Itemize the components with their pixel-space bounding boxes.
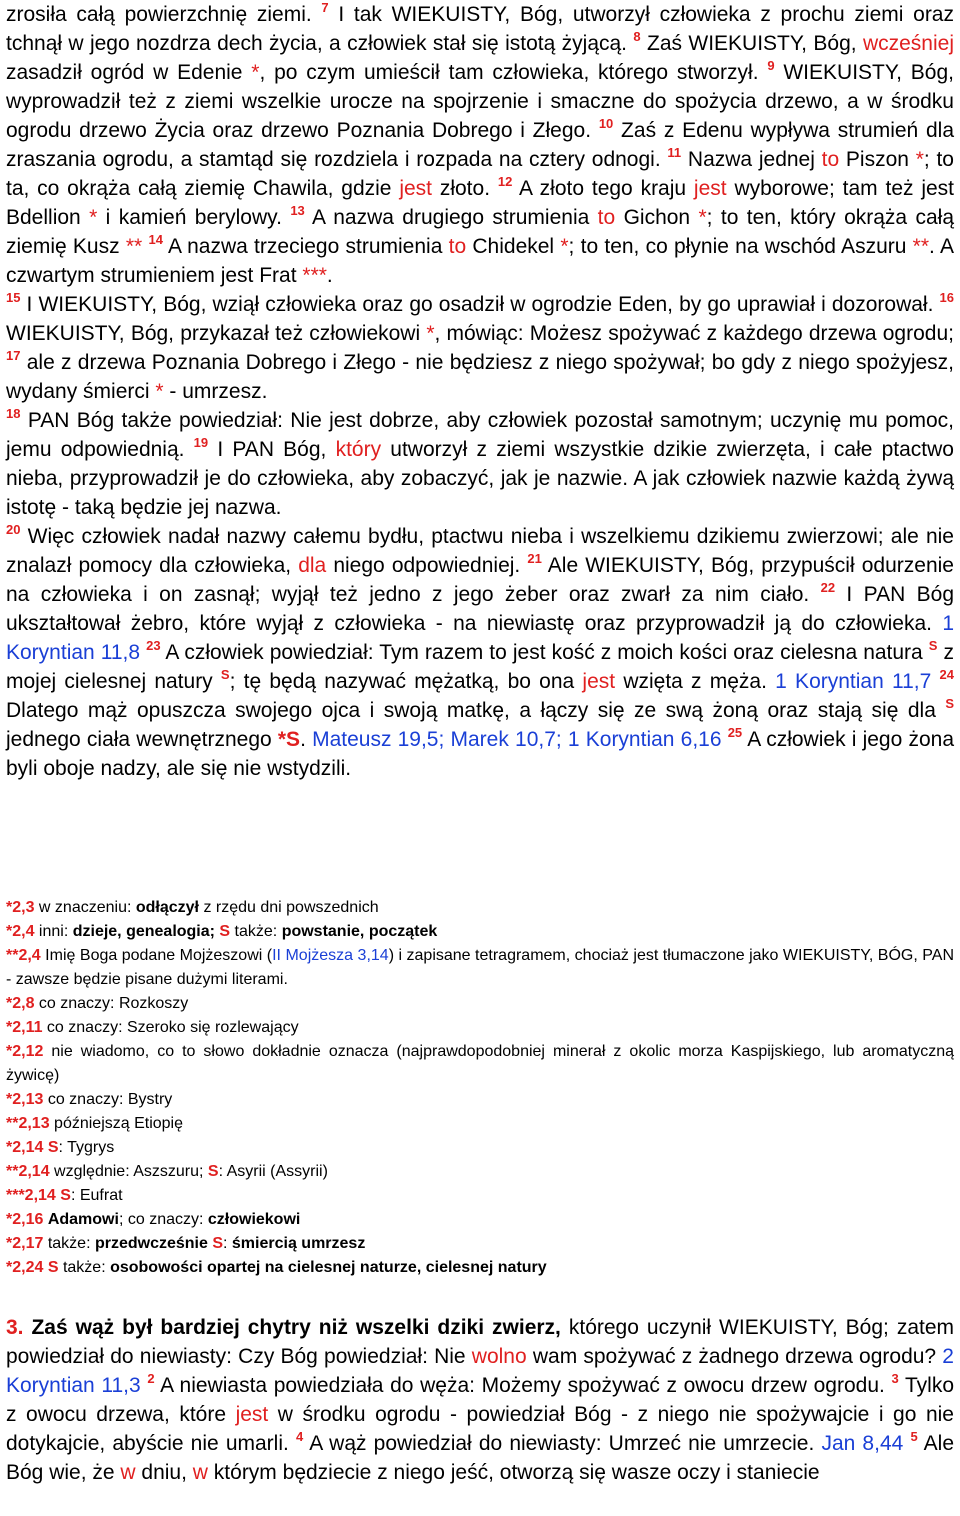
added-word: wcześniej xyxy=(862,32,954,55)
footnote xyxy=(6,944,954,992)
verse-text: w środku ogrodu - powiedział Bóg - z niego nie spożywajcie i go nie dotykajcie, abyście nie umarli. xyxy=(6,1403,954,1455)
footnote-ref: *2,14 xyxy=(6,1139,44,1156)
footnote-text: także: xyxy=(58,1259,111,1276)
footnote-ref: *2,24 xyxy=(6,1259,44,1276)
verse-text xyxy=(931,670,939,693)
verse-text: I tak WIEKUISTY, Bóg, utworzył człowieka z prochu ziemi oraz tchnął w jego nozdrza dech życia, a człowiek stał się istotą żyjącą. xyxy=(6,3,954,55)
footnote xyxy=(6,1160,954,1184)
verse-number: 11 xyxy=(667,145,682,160)
footnote xyxy=(6,1256,954,1280)
verse-text: zasadził ogród w Edenie xyxy=(6,61,252,84)
verse-text: Gichon xyxy=(615,206,699,229)
chapter-3-text xyxy=(6,1313,954,1487)
verse-number: 10 xyxy=(598,116,614,131)
footnote-marker[interactable]: ** xyxy=(912,235,930,258)
footnote-s-marker: S xyxy=(55,1187,71,1204)
footnote-ref: *2,17 xyxy=(6,1235,44,1252)
paragraph xyxy=(6,1313,954,1487)
verse-number: 24 xyxy=(939,667,954,682)
added-word: jest xyxy=(235,1403,269,1426)
footnote-text: także: xyxy=(230,923,282,940)
footnote-ref: **2,4 xyxy=(6,947,41,964)
verse-text: ale z drzewa Poznania Dobrego i Złego - nie będziesz z niego spożywał; bo gdy z niego spożyjesz, wydany śmierci xyxy=(6,351,954,403)
verse-text: . A czwartym strumieniem jest Frat xyxy=(6,235,954,287)
paragraph xyxy=(6,406,954,522)
footnote-marker[interactable]: * xyxy=(698,206,707,229)
footnote-text: : Eufrat xyxy=(70,1187,123,1204)
footnote-text: także: xyxy=(43,1235,95,1252)
verse-number: 25 xyxy=(727,725,743,740)
footnote-marker[interactable]: * xyxy=(560,235,569,258)
footnote-ref: *2,11 xyxy=(6,1019,43,1036)
footnote-text: : Tygrys xyxy=(58,1139,115,1156)
verse-text: A złoto tego kraju xyxy=(512,177,694,200)
footnote-s-marker: S xyxy=(214,923,231,940)
footnote-ref: *2,4 xyxy=(6,923,35,940)
footnote-marker[interactable]: S xyxy=(945,696,954,711)
footnote-marker[interactable]: *S xyxy=(277,728,301,751)
footnote-ref: **2,13 xyxy=(6,1115,50,1132)
added-word: to xyxy=(821,148,840,171)
verse-number: 8 xyxy=(633,29,641,44)
verse-text: Chidekel xyxy=(466,235,561,258)
verse-number: 20 xyxy=(6,522,21,537)
verse-number: 15 xyxy=(6,290,21,305)
footnote xyxy=(6,1232,954,1256)
verse-text: wzięta z męża. xyxy=(615,670,776,693)
footnote-ref: *2,12 xyxy=(6,1043,44,1060)
document-page xyxy=(6,0,954,1516)
added-word: w xyxy=(120,1461,136,1484)
verse-number: 18 xyxy=(6,406,21,421)
verse-number: 12 xyxy=(497,174,513,189)
verse-text: I PAN Bóg, xyxy=(208,438,336,461)
footnote-text: ) i zapisane tetragramem, chociaż jest tłumaczone jako WIEKUISTY, BÓG, PAN - zawsze będzie pisane dużymi literami. xyxy=(6,947,954,988)
footnote-ref: ***2,14 xyxy=(6,1187,56,1204)
verse-text: . xyxy=(326,264,333,287)
added-word: to xyxy=(448,235,467,258)
footnote xyxy=(6,1136,954,1160)
verse-text: Zaś z Edenu wypływa strumień dla zraszania ogrodu, a stamtąd się rozdziela i rozpada na cztery odnogi. xyxy=(6,119,954,171)
verse-text: A człowiek i jego żona byli oboje nadzy, ale się nie wstydzili. xyxy=(6,728,954,780)
verse-text: niego odpowiedniej. xyxy=(326,554,528,577)
paragraph xyxy=(6,0,954,290)
verse-text: A nazwa trzeciego strumienia xyxy=(162,235,449,258)
footnote-marker[interactable]: *** xyxy=(302,264,327,287)
footnote xyxy=(6,920,954,944)
verse-text: Więc człowiek nadał nazwy całemu bydłu, ptactwu nieba i wszelkiemu dzikiemu zwierzowi; ale nie znalazł pomocy dla człowieka, xyxy=(6,525,954,577)
verse-number: 22 xyxy=(820,580,836,595)
footnotes xyxy=(6,896,954,1280)
footnote xyxy=(6,1016,954,1040)
verse-text: Ale Bóg wie, że xyxy=(6,1432,955,1484)
paragraph xyxy=(6,522,954,783)
footnote-marker[interactable]: * xyxy=(155,380,164,403)
footnote-term: powstanie, początek xyxy=(281,923,438,940)
footnote-text: : xyxy=(223,1235,232,1252)
verse-text: ; to ten, co płynie na wschód Aszuru xyxy=(568,235,913,258)
cross-reference-link[interactable]: 1 Koryntian 11,8 xyxy=(6,612,954,664)
verse-number: 4 xyxy=(295,1429,304,1444)
footnote-text: co znaczy: Rozkoszy xyxy=(34,995,189,1012)
footnote-text: co znaczy: Bystry xyxy=(43,1091,173,1108)
footnote xyxy=(6,896,954,920)
cross-reference-link[interactable]: Mateusz 19,5; Marek 10,7; 1 Koryntian 6,16 xyxy=(312,728,722,751)
verse-text: Nazwa jednej xyxy=(681,148,822,171)
cross-reference-link[interactable]: 2 Koryntian 11,3 xyxy=(6,1345,954,1397)
verse-number: 5 xyxy=(910,1429,918,1444)
footnote-text: ; co znaczy: xyxy=(118,1211,208,1228)
verse-text: Ale WIEKUISTY, Bóg, przypuścił odurzenie na człowieka i on zasnął; wyjął też jedno z jego żeber oraz zwarł za nim ciało. xyxy=(6,554,954,606)
footnote-text: w znaczeniu: xyxy=(34,899,136,916)
verse-text: złoto. xyxy=(432,177,498,200)
footnote-s-marker: S xyxy=(207,1163,219,1180)
verse-number: 17 xyxy=(6,348,21,363)
verse-text: , po czym umieścił tam człowieka, którego stworzył. xyxy=(259,61,768,84)
verse-number: 9 xyxy=(767,58,775,73)
verse-text: I PAN Bóg ukształtował żebro, które wyjął z człowieka - na niewiastę oraz przyprowadził ją do człowieka. xyxy=(6,583,954,635)
footnote-marker[interactable]: * xyxy=(89,206,98,229)
footnote-text: : Asyrii (Assyrii) xyxy=(218,1163,328,1180)
footnote-ref: *2,16 xyxy=(6,1211,44,1228)
footnote-text: późniejszą Etiopię xyxy=(49,1115,184,1132)
verse-text: ; to ten, który okrąża całą ziemię Kusz xyxy=(6,206,954,258)
verse-number: 13 xyxy=(290,203,305,218)
added-word: jest xyxy=(582,670,616,693)
footnote-ref: *2,13 xyxy=(6,1091,44,1108)
footnote xyxy=(6,1088,954,1112)
footnote-s-marker: S xyxy=(207,1235,224,1252)
footnote-text: z rzędu dni powszednich xyxy=(199,899,379,916)
verse-text: Tylko z owocu drzewa, które xyxy=(6,1374,955,1426)
verse-number: 3 xyxy=(891,1371,899,1386)
footnote-text: Imię Boga podane Mojżeszowi ( xyxy=(40,947,273,964)
verse-text: utworzył z ziemi wszystkie dzikie zwierzęta, i całe ptactwo nieba, przyprowadził je do człowieka, aby zobaczyć, jak je nazwie. A jak człowiek nazwie każdą żywą istotę - taką będzie jej nazwa. xyxy=(6,438,954,519)
footnote-term: Adamowi xyxy=(47,1211,119,1228)
verse-text: ; to ta, co okrąża całą ziemię Chawila, gdzie xyxy=(6,148,954,200)
cross-reference-link[interactable]: II Mojżesza 3,14 xyxy=(272,947,389,964)
footnote-term: odłączył xyxy=(135,899,199,916)
footnote-text: inni: xyxy=(34,923,73,940)
verse-number: 16 xyxy=(939,290,954,305)
verse-number: 21 xyxy=(527,551,542,566)
chapter-2-text xyxy=(6,0,954,783)
verse-text: WIEKUISTY, Bóg, wyprowadził też z ziemi wszelkie urocze na spojrzenie i smaczne do spożycia drzewo, a w środku ogrodu drzewo Życia oraz drzewo Poznania Dobrego i Złego. xyxy=(6,61,954,142)
verse-text: wyborowe; tam też jest Bdellion xyxy=(6,177,955,229)
verse-text: I WIEKUISTY, Bóg, wziął człowieka oraz go osadził w ogrodzie Eden, by go uprawiał i dozorował. xyxy=(20,293,940,316)
verse-text: którym będziecie z niego jeść, otworzą się wasze oczy i staniecie xyxy=(207,1461,820,1484)
footnote-text: względnie: Aszszuru; xyxy=(49,1163,208,1180)
added-word: jest xyxy=(693,177,727,200)
verse-text: A niewiasta powiedziała do węża: Możemy spożywać z owocu drzew ogrodu. xyxy=(154,1374,892,1397)
verse-text: wam spożywać z żadnego drzewa ogrodu? xyxy=(526,1345,943,1368)
cross-reference-link[interactable]: Jan 8,44 xyxy=(821,1432,904,1455)
footnote-ref: **2,14 xyxy=(6,1163,50,1180)
verse-text: z mojej cielesnej natury xyxy=(6,641,954,693)
footnote xyxy=(6,1112,954,1136)
verse-number: 14 xyxy=(148,232,163,247)
verse-text: którego uczynił WIEKUISTY, Bóg; zatem powiedział do niewiasty: Czy Bóg powiedział: Nie xyxy=(6,1316,955,1368)
verse-text: Zaś WIEKUISTY, Bóg, xyxy=(640,32,863,55)
verse-number: 19 xyxy=(193,435,209,450)
footnote-text: nie wiadomo, co to słowo dokładnie oznacza (najprawdopodobniej minerał z okolic morza Kaspijskiego, lub aromatyczną żywicę) xyxy=(6,1043,954,1084)
footnote-marker[interactable]: * xyxy=(915,148,924,171)
verse-text: dniu, xyxy=(135,1461,193,1484)
verse-number: 7 xyxy=(321,0,329,15)
verse-text: A wąż powiedział do niewiasty: Umrzeć nie umrzecie. xyxy=(303,1432,822,1455)
verse-number: 23 xyxy=(146,638,161,653)
verse-text: i kamień berylowy. xyxy=(97,206,291,229)
footnote-term: osobowości opartej na cielesnej naturze, cielesnej natury xyxy=(110,1259,547,1276)
footnote-term: dzieje, genealogia; xyxy=(72,923,215,940)
footnote-s-marker: S xyxy=(43,1259,59,1276)
verse-number: 2 xyxy=(147,1371,155,1386)
added-word: to xyxy=(597,206,616,229)
footnote-term: przedwcześnie xyxy=(94,1235,208,1252)
paragraph xyxy=(6,290,954,406)
footnote-s-marker: S xyxy=(43,1139,59,1156)
footnote-marker[interactable]: S xyxy=(220,667,230,682)
verse-text: A nazwa drugiego strumienia xyxy=(304,206,598,229)
added-word: który xyxy=(335,438,382,461)
footnote-term: człowiekowi xyxy=(207,1211,301,1228)
footnote-term: śmiercią umrzesz xyxy=(231,1235,366,1252)
added-word: wolno xyxy=(471,1345,527,1368)
added-word: jest xyxy=(399,177,432,200)
verse-text: A człowiek powiedział: Tym razem to jest kość z moich kości oraz cielesna natura xyxy=(160,641,929,664)
verse-text: - umrzesz. xyxy=(163,380,268,403)
verse-text: Piszon xyxy=(839,148,916,171)
footnote-marker[interactable]: S xyxy=(928,638,938,653)
verse-text: ; tę będą nazywać mężatką, bo ona xyxy=(229,670,583,693)
footnote-marker[interactable]: * xyxy=(251,61,260,84)
verse-text: . xyxy=(300,728,313,751)
footnote xyxy=(6,992,954,1016)
cross-reference-link[interactable]: 1 Koryntian 11,7 xyxy=(775,670,932,693)
footnote-marker[interactable]: ** xyxy=(125,235,143,258)
verse-text: zrosiła całą powierzchnię ziemi. xyxy=(6,3,322,26)
verse-text: jednego ciała wewnętrznego xyxy=(6,728,278,751)
added-word: dla xyxy=(298,554,327,577)
verse-text: WIEKUISTY, Bóg, przykazał też człowiekowi xyxy=(6,322,427,345)
footnote xyxy=(6,1184,954,1208)
added-word: w xyxy=(192,1461,208,1484)
footnote-ref: *2,8 xyxy=(6,995,35,1012)
verse-text: PAN Bóg także powiedział: Nie jest dobrze, aby człowiek pozostał samotnym; uczynię mu pomoc, jemu odpowiednią. xyxy=(6,409,954,461)
footnote xyxy=(6,1040,954,1088)
verse-text: Dlatego mąż opuszcza swojego ojca i swoją matkę, a łączy się ze swą żoną oraz stają się dla xyxy=(6,699,946,722)
footnote-ref: *2,3 xyxy=(6,899,35,916)
chapter-number: 3. xyxy=(6,1316,24,1339)
footnote-text: co znaczy: Szeroko się rozlewający xyxy=(42,1019,299,1036)
footnote xyxy=(6,1208,954,1232)
chapter-opening: Zaś wąż był bardziej chytry niż wszelki dziki zwierz, xyxy=(23,1316,561,1339)
verse-text: , mówiąc: Możesz spożywać z każdego drzewa ogrodu; xyxy=(434,322,954,345)
footnote-marker[interactable]: * xyxy=(426,322,435,345)
